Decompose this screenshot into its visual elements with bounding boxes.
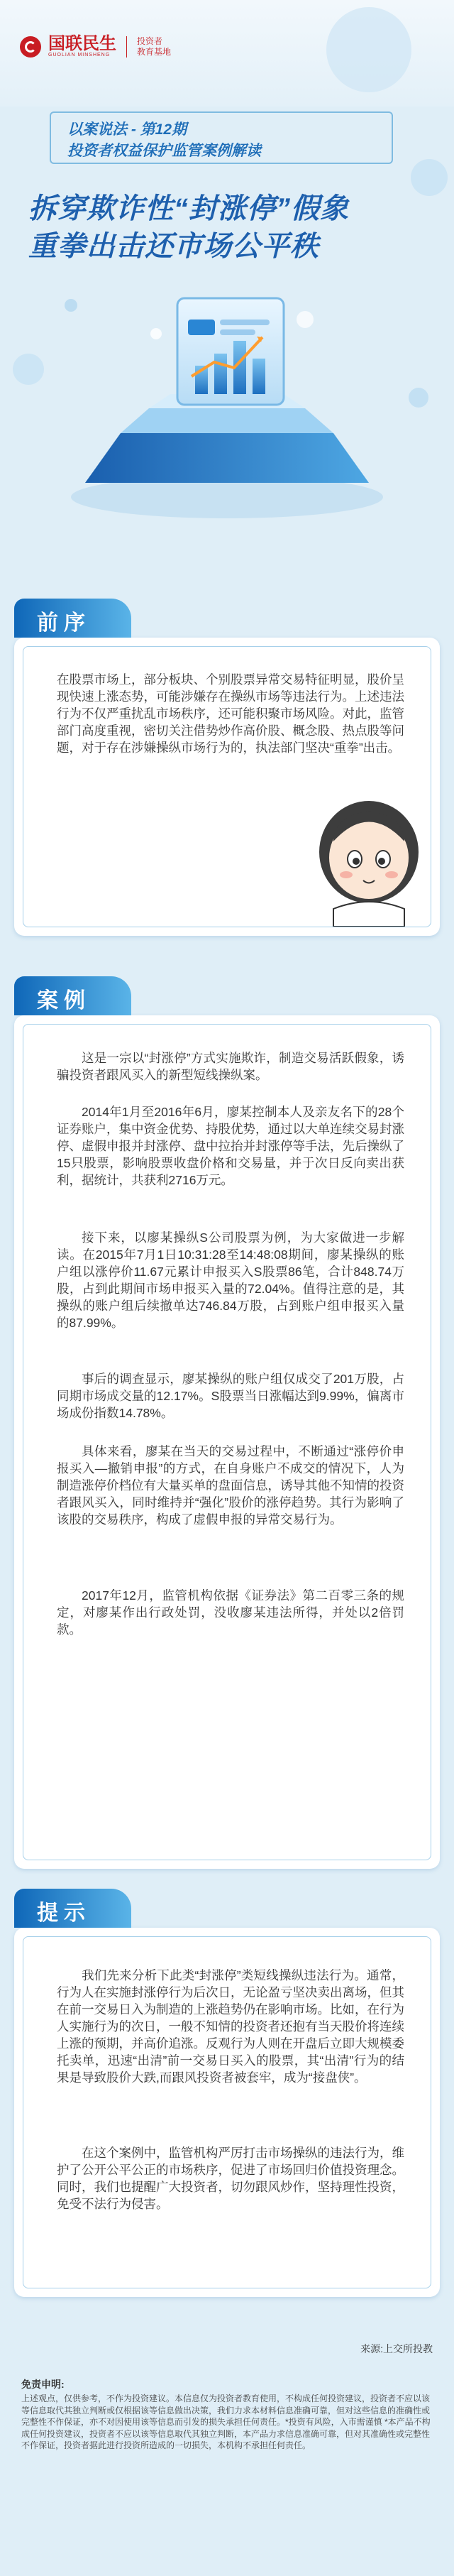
case-paragraph-1: 这是一宗以“封涨停”方式实施欺诈，制造交易活跃假象，诱骗投资者跟风买入的新型短线操纵案。 — [57, 1051, 404, 1082]
series-subtitle: 投资者权益保护监管案例解读 — [67, 143, 261, 159]
brand-name: 国联民生 — [48, 34, 116, 53]
brand-tag-line1: 投资者 — [137, 36, 163, 46]
brand-tag-line2: 教育基地 — [137, 46, 172, 57]
page-title-line1: 拆穿欺诈性“封涨停”假象 — [28, 193, 349, 224]
hero-chart-illustration — [57, 270, 397, 525]
series-label: 以案说法 - 第12期 — [67, 121, 187, 138]
preface-text: 在股票市场上，部分板块、个别股票异常交易特征明显，股价呈现快速上涨态势，可能涉嫌存在操纵市场等违法行为。上述违法行为不仅严重扰乱市场秩序，还可能积聚市场风险。对此，监管部门高度重视，密切关注借势炒作高价股、概念股、热点股等问题，对于存在涉嫌操纵市场行为的，执法部门坚决“重拳”出击。 — [57, 672, 404, 755]
page-title-line2: 重拳出击还市场公平秩 — [28, 231, 319, 262]
disclaimer-text: 上述观点，仅供参考，不作为投资建议。本信息仅为投资者教育使用，不构成任何投资建议，投资者不应以该等信息取代其独立判断或仅根据该等信息做出决策，我们力求本材料信息准确可靠，但对这些信息的准确性或完整性不作保证，亦不对因使用该等信息而引发的损失承担任何责任。*投资有风险，入市需谨慎 *本产品不构成任何投资建议，投资者不应以该等信息取代其独立判断，本产品力求信息准确可靠，但对其准确性或完整性不作保证，投资者据此进行投资所造成的一切损失，本机构不承担任何责任。 — [21, 2394, 431, 2450]
tips-paragraph-1: 我们先来分析下此类“封涨停”类短线操纵违法行为。通常，行为人在实施封涨停行为后次日，无论盈亏坚决卖出离场，但其在前一交易日入为制造的上涨趋势仍在影响市场。比如，在行为人实施行为的次日，一般不知情的投资者还抱有当天股价将连续上涨的预期，并高价追涨。反观行为人则在开盘后立即大规模委托卖单，迅速“出清”前一交易日买入的股票，其“出清”行为的结果是导致股价大跌,而跟风投资者被套牢，成为“接盘侠”。 — [57, 1968, 404, 2085]
case-tab — [14, 976, 131, 1015]
preface-label: 前序 — [37, 611, 91, 635]
preface-tab — [14, 599, 131, 638]
tips-label: 提示 — [37, 1901, 91, 1925]
case-paragraph-5: 具体来看，廖某在当天的交易过程中，不断通过“涨停价申报买入—撤销申报”的方式，在自身账户不成交的情况下，人为制造涨停价档位有大量买单的盘面信息，诱导其他不知情的投资者跟风买入，同时维持并“强化”股价的涨停趋势。其行为影响了该股的交易秩序，构成了虚假申报的异常交易行为。 — [57, 1444, 404, 1527]
case-paragraph-2: 2014年1月至2016年6月，廖某控制本人及亲友名下的28个证券账户，集中资金优势、持股优势，通过以大单连续交易封涨停、虚假申报并封涨停、盘中拉抬并封涨停等手法，先后操纵了15只股票，影响股票收盘价格和交易量，并于次日反向卖出获利，据统计，共获利2716万元。 — [57, 1105, 404, 1187]
tips-paragraph-2: 在这个案例中，监管机构严厉打击市场操纵的违法行为，维护了公开公平公正的市场秩序，促进了市场回归价值投资理念。同时，我们也提醒广大投资者，切勿跟风炒作，坚持理性投资，免受不法行为侵害。 — [57, 2146, 404, 2211]
case-paragraph-4: 事后的调查显示，廖某操纵的账户组仅成交了201万股，占同期市场成交量的12.17%。S股票当日涨幅达到9.99%，偏离市场成份指数14.78%。 — [57, 1372, 404, 1420]
case-label: 案例 — [37, 989, 91, 1013]
case-paragraph-3: 接下来，以廖某操纵S公司股票为例，为大家做进一步解读。在2015年7月1日10:31:28至14:48:08期间，廖某操纵的账户组以涨停价11.67元累计申报买入S股票86笔，合计848.74万股，占到此期间市场申报买入量的72.04%。值得注意的是，其操纵的账户组后续撤单达746.84万股，占到账户组申报买入量的87.99%。 — [57, 1230, 404, 1330]
disclaimer-title: 免责申明: — [21, 2379, 65, 2390]
tips-tab — [14, 1889, 131, 1928]
mascot-illustration — [305, 774, 433, 927]
brand-name-en: GUOLIAN MINSHENG — [48, 53, 111, 58]
source-credit: 来源:上交所投教 — [360, 2343, 433, 2354]
case-paragraph-6: 2017年12月，监管机构依据《证券法》第二百零三条的规定，对廖某作出行政处罚，没收廖某违法所得，并处以2倍罚款。 — [57, 1588, 404, 1637]
